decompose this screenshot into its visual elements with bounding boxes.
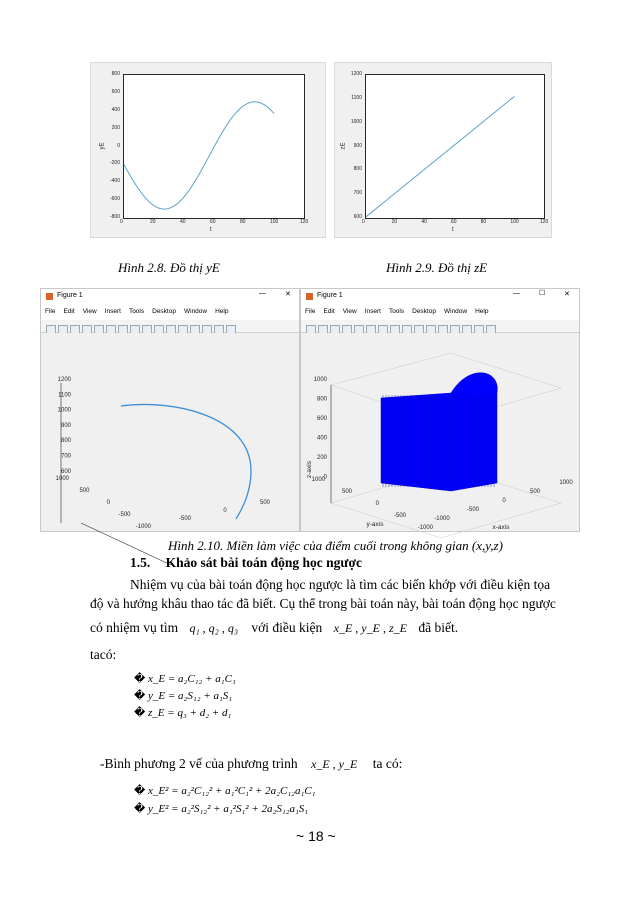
xlabel-zE: t [452, 227, 454, 233]
brace-glyph-icon: � [134, 707, 146, 719]
yE-curve [124, 75, 304, 218]
menu-item-edit[interactable]: Edit [323, 308, 335, 315]
y-tick-label: 800 [111, 71, 120, 77]
equation-zE-text: z_E = q₃ + d₂ + d₁ [148, 707, 232, 719]
x-tick-label: 0 [362, 219, 365, 225]
toolbar-left [41, 320, 299, 333]
menu-item-insert[interactable]: Insert [104, 308, 121, 315]
squared-coords: x_E , y_E [311, 757, 358, 771]
menu-item-window[interactable]: Window [443, 308, 468, 315]
ylabel-yE: yE [99, 142, 106, 150]
z-tick-label: 600 [60, 468, 71, 475]
y-tick-label: 0 [375, 501, 379, 507]
text-voi-dieu-kien: với điều kiện [251, 620, 323, 635]
y-tick-label: 600 [353, 214, 362, 220]
caption-fig-2-9: Hình 2.9. Đồ thị zE [386, 260, 488, 275]
z-tick-label: 800 [60, 438, 71, 445]
titlebar-left [41, 289, 299, 304]
x-tick-label: 1000 [559, 480, 573, 486]
z-tick-label: 1100 [58, 392, 71, 399]
x-tick-label: -1000 [434, 516, 450, 522]
z-tick-label: 700 [60, 453, 71, 460]
x-tick-label: 0 [502, 498, 506, 504]
x-tick-label: 500 [259, 500, 271, 506]
equation-xE [134, 672, 236, 685]
x-tick-label: 80 [240, 219, 246, 225]
x-tick-label: -500 [178, 516, 192, 522]
menu-item-tools[interactable]: Tools [128, 308, 145, 315]
z-tick-label: 900 [60, 422, 71, 429]
x-tick-label: 60 [451, 219, 457, 225]
joint-variables: q₁ , q₂ , q₃ [189, 621, 239, 635]
y-tick-label: -600 [109, 196, 120, 203]
y-tick-label: 1100 [351, 94, 362, 101]
toolbar-right [301, 320, 579, 333]
close-icon[interactable]: ✕ [285, 291, 291, 298]
text-ta-co: ta có: [372, 756, 403, 771]
y-tick-label: 1000 [311, 477, 325, 483]
x-tick-label: 500 [529, 489, 541, 495]
section-title: Khảo sát bài toán động học ngược [165, 555, 362, 570]
text-binh-phuong: -Bình phương 2 vế của phương trình [100, 756, 298, 771]
caption-fig-2-8: Hình 2.8. Đồ thị yE [118, 260, 220, 275]
y-tick-label: 800 [353, 166, 362, 173]
matlab-logo-icon [46, 293, 53, 300]
titlebar-right [301, 289, 579, 304]
text-taco: tacó: [90, 647, 117, 662]
plot-axes-yE [123, 74, 305, 219]
y-tick-label: 500 [79, 488, 90, 494]
brace-glyph-icon: � [134, 803, 146, 815]
x-tick-label: 0 [120, 219, 123, 225]
y-tick-label: 1000 [350, 118, 362, 125]
menu-item-file[interactable]: File [45, 308, 56, 315]
matlab-window-left [40, 288, 300, 532]
figure-yE [90, 62, 326, 238]
end-effector-coords: x_E , y_E , z_E [333, 621, 407, 635]
menu-item-insert[interactable]: Insert [364, 308, 381, 315]
menu-item-help[interactable]: Help [475, 308, 489, 315]
equation-zE [134, 706, 231, 719]
equation-yE-text: y_E = a₂S₁₂ + a₁S₁ [148, 690, 233, 702]
y-tick-label: -1000 [417, 525, 433, 531]
y-tick-label: 0 [106, 500, 110, 506]
z-tick-label: 400 [316, 435, 327, 442]
x-tick-label: 40 [180, 219, 186, 225]
window-title-left: Figure 1 [57, 292, 83, 299]
y-tick-label: 200 [111, 124, 120, 131]
z-tick-label: 800 [316, 396, 327, 403]
z-tick-label: 200 [316, 455, 327, 461]
y-tick-label: -800 [109, 214, 120, 220]
minimize-icon[interactable]: — [513, 290, 520, 297]
figure-zE [334, 62, 552, 238]
x-tick-label: 120 [540, 219, 549, 225]
paragraph-2 [100, 754, 402, 774]
y-tick-label: -200 [109, 160, 120, 167]
menu-item-window[interactable]: Window [183, 308, 208, 315]
window-title-right: Figure 1 [317, 292, 343, 299]
3d-workspace-plot [301, 333, 579, 531]
paragraph-1-line-3 [90, 618, 458, 638]
menu-item-desktop[interactable]: Desktop [152, 308, 176, 315]
y-tick-label: 1000 [55, 476, 69, 482]
menu-item-file[interactable]: File [305, 308, 316, 315]
equation-yE-squared-text: y_E² = a₂²S₁₂² + a₁²S₁² + 2a₂S₁₂a₁S₁ [148, 803, 309, 815]
xlabel-yE: t [210, 227, 212, 233]
x-tick-label: 60 [210, 219, 216, 225]
y-tick-label: 900 [353, 142, 362, 149]
minimize-icon[interactable]: — [259, 290, 266, 297]
page-number: ~ 18 ~ [296, 828, 336, 844]
maximize-icon[interactable]: ☐ [539, 290, 546, 297]
workspace-arc-series [121, 404, 251, 519]
x-axis-label: x-axis [492, 524, 510, 531]
menu-item-view[interactable]: View [342, 308, 357, 315]
section-heading [130, 555, 362, 571]
section-number: 1.5. [130, 555, 151, 570]
x-tick-label: 40 [421, 219, 427, 225]
plot-axes-zE [365, 74, 545, 219]
y-tick-label: 1200 [350, 71, 362, 77]
y-tick-label: -500 [118, 512, 131, 518]
x-tick-label: 100 [510, 219, 519, 225]
equation-xE-squared-text: x_E² = a₂²C₁₂² + a₁²C₁² + 2a₂C₁₂a₁C₁ [148, 785, 316, 797]
plot-area-left [41, 333, 299, 531]
zE-line [366, 75, 544, 218]
x-tick-label: 80 [480, 219, 487, 225]
menubar-right [305, 308, 575, 318]
menu-item-desktop[interactable]: Desktop [412, 308, 436, 315]
paragraph-1-line-2: độ và hướng khâu thao tác đã biết. Cụ thể trong bài toán này, bài toán động học ngược [90, 596, 556, 611]
plot-area-right [301, 333, 579, 531]
3d-arc-plot [41, 333, 299, 531]
close-icon[interactable]: ✕ [564, 291, 570, 298]
matlab-window-right [300, 288, 580, 532]
menubar-left [45, 308, 295, 318]
x-tick-label: 0 [223, 508, 227, 514]
equation-xE-squared [134, 784, 315, 797]
menu-item-tools[interactable]: Tools [388, 308, 405, 315]
x-tick-label: 120 [300, 219, 309, 225]
menu-item-edit[interactable]: Edit [63, 308, 75, 315]
y-tick-label: 600 [111, 88, 120, 95]
caption-fig-2-10: Hình 2.10. Miền làm việc của điểm cuối trong không gian (x,y,z) [168, 538, 503, 553]
text-da-biet: đã biết. [418, 620, 459, 635]
y-axis-label: y-axis [366, 521, 384, 528]
workspace-volume-series [381, 373, 497, 491]
yE-line-series [124, 102, 274, 209]
equation-yE [134, 689, 232, 702]
text-co-nhiem-vu-tim: có nhiệm vụ tìm [90, 620, 179, 635]
zE-line-series [366, 96, 514, 216]
x-tick-label: 20 [150, 219, 156, 225]
equation-yE-squared [134, 802, 308, 815]
z-tick-label: 1000 [57, 407, 71, 414]
matlab-logo-icon [306, 293, 313, 300]
y-tick-label: -400 [109, 178, 120, 185]
y-tick-label: 700 [353, 190, 362, 197]
z-tick-label: 0 [323, 474, 327, 481]
z-tick-label: 1200 [57, 377, 71, 383]
x-tick-label: -500 [466, 507, 480, 513]
x-tick-label: 20 [391, 219, 398, 225]
brace-glyph-icon: � [134, 785, 146, 797]
z-tick-label: 600 [316, 416, 327, 422]
menu-item-view[interactable]: View [82, 308, 97, 315]
y-tick-label: 400 [111, 106, 120, 113]
ylabel-zE: zE [340, 142, 347, 150]
menu-item-help[interactable]: Help [215, 308, 229, 315]
brace-glyph-icon: � [134, 673, 146, 685]
paragraph-1-line-1: Nhiệm vụ của bài toán động học ngược là tìm các biến khớp với điều kiện tọa [130, 577, 551, 592]
z-tick-label: 1000 [313, 377, 327, 383]
equation-xE-text: x_E = a₂C₁₂ + a₁C₁ [148, 673, 236, 685]
y-tick-label: -500 [393, 513, 406, 519]
y-tick-label: -1000 [135, 524, 151, 530]
brace-glyph-icon: � [134, 690, 146, 702]
y-tick-label: 0 [117, 142, 120, 149]
x-tick-label: 100 [270, 219, 279, 225]
y-tick-label: 500 [341, 489, 352, 495]
z-axis-label: z-axis [306, 461, 313, 478]
